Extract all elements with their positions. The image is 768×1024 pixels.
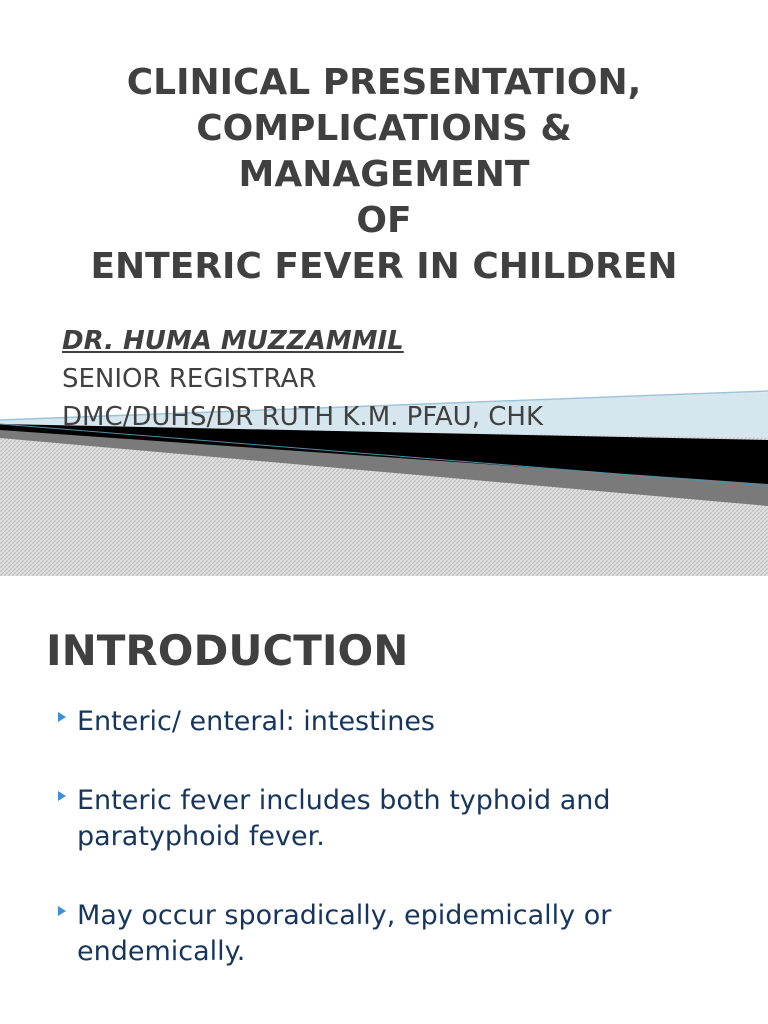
bullet-text-line: May occur sporadically, epidemically or — [77, 900, 612, 931]
title-line-1: CLINICAL PRESENTATION, — [126, 62, 642, 103]
bullet-text-line: Enteric fever includes both typhoid and — [77, 785, 611, 816]
presenter-name: DR. HUMA MUZZAMMIL — [62, 326, 404, 356]
introduction-slide — [0, 576, 768, 1024]
title-line-2: COMPLICATIONS & — [196, 108, 572, 149]
bullet-item — [58, 783, 748, 855]
bullet-item — [58, 898, 748, 970]
bullet-text-line: paratyphoid fever. — [77, 821, 325, 852]
bullet-text-line: Enteric/ enteral: intestines — [77, 706, 436, 737]
title-line-5: ENTERIC FEVER IN CHILDREN — [90, 246, 678, 287]
section-heading: INTRODUCTION — [46, 626, 409, 675]
bullet-item — [58, 704, 748, 740]
triangle-right-icon — [58, 791, 66, 801]
bullet-text-line: endemically. — [77, 936, 246, 967]
slide-subtitle — [62, 322, 543, 436]
presenter-affiliation: DMC/DUHS/DR RUTH K.M. PFAU, CHK — [62, 402, 543, 432]
slide-title — [0, 60, 768, 290]
triangle-right-icon — [58, 906, 66, 916]
presenter-role: SENIOR REGISTRAR — [62, 364, 317, 394]
title-line-3: MANAGEMENT — [238, 154, 530, 195]
triangle-right-icon — [58, 712, 66, 722]
bullet-list — [58, 704, 748, 1013]
title-line-4: OF — [356, 200, 412, 241]
